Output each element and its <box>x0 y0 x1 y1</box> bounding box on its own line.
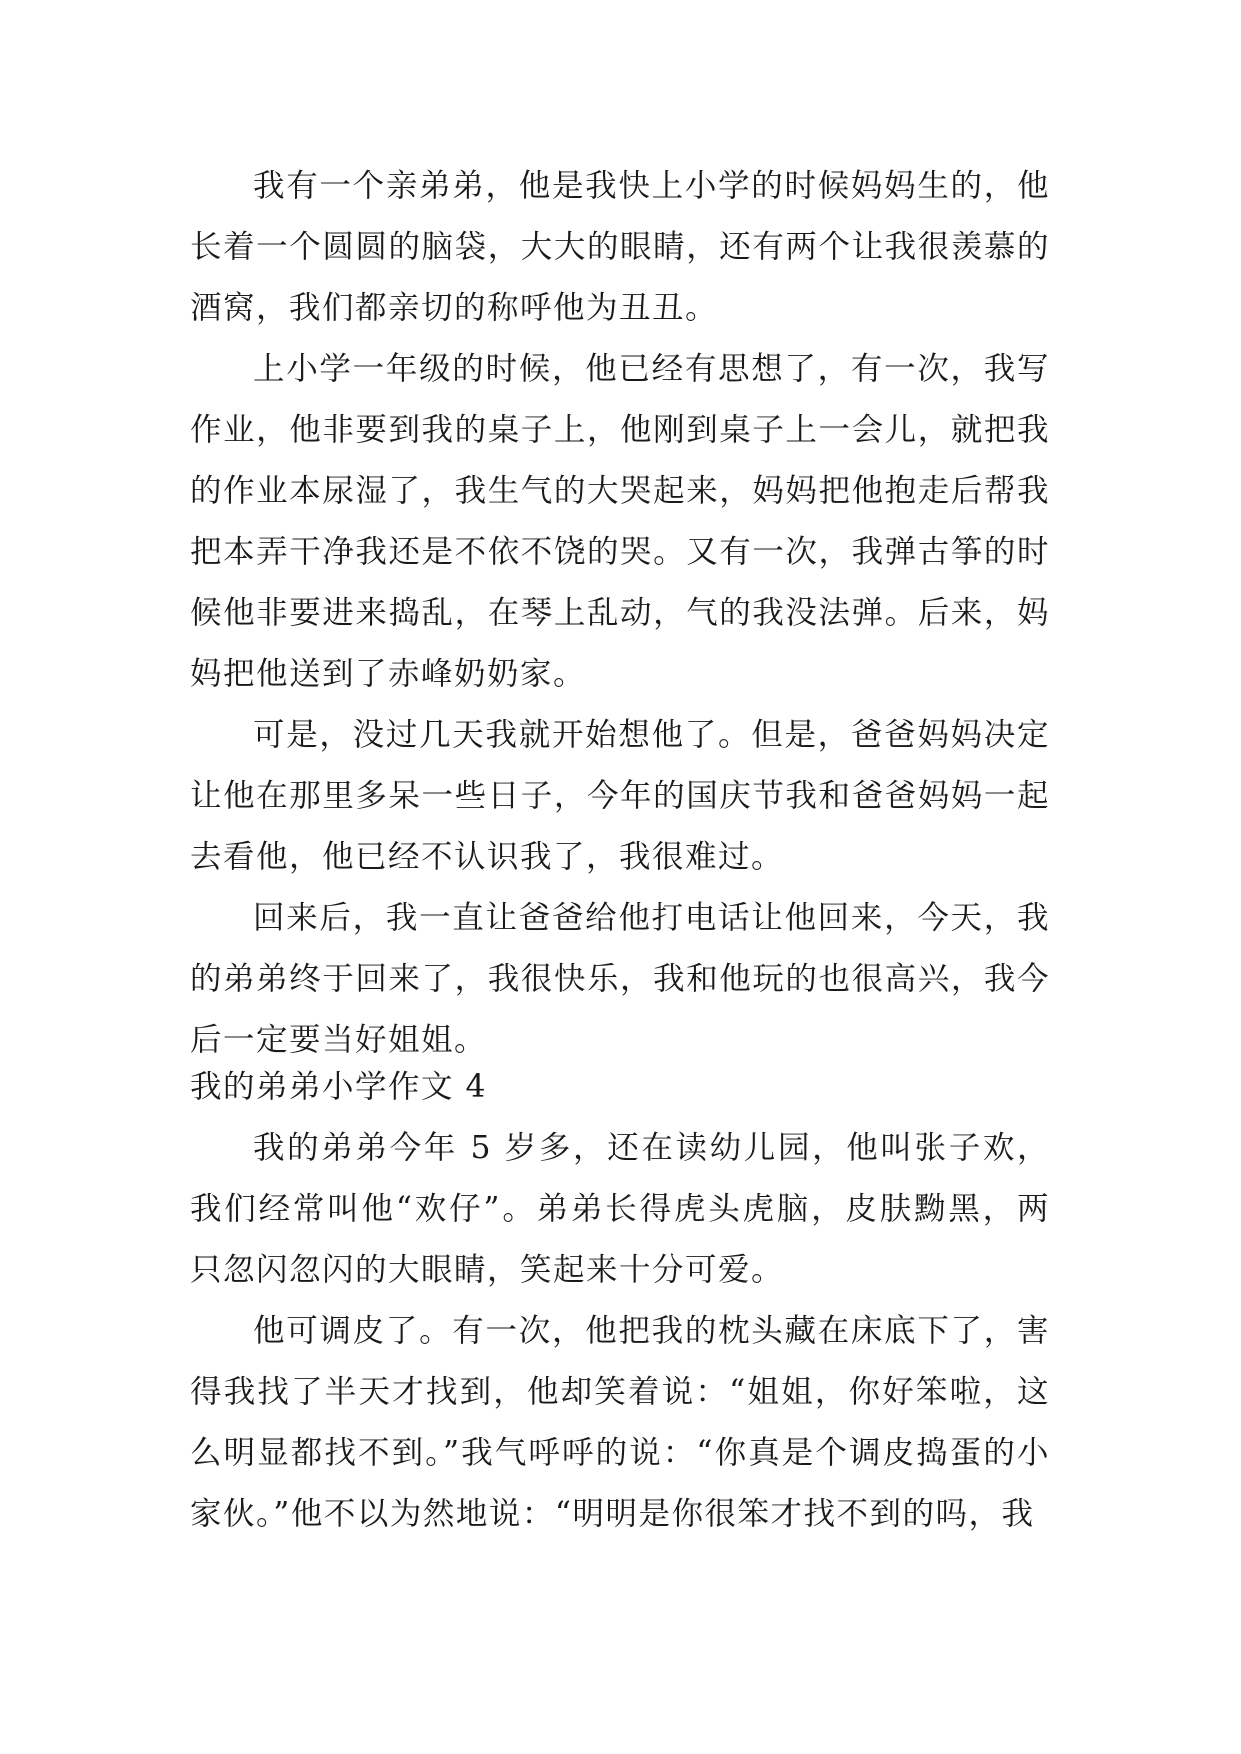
section-heading: 我的弟弟小学作文 4 <box>190 1069 488 1105</box>
paragraph-return: 回来后，我一直让爸爸给他打电话让他回来，今天，我的弟弟终于回来了，我很快乐，我和他玩的也很高兴，我今后一定要当好姐姐。 <box>190 900 1050 1058</box>
essay-section-two <box>190 1057 1050 1545</box>
paragraph-missing-brother: 可是，没过几天我就开始想他了。但是，爸爸妈妈决定让他在那里多呆一些日子，今年的国庆节我和爸爸妈妈一起去看他，他已经不认识我了，我很难过。 <box>190 717 1050 875</box>
paragraph-first-grade: 上小学一年级的时候，他已经有思想了，有一次，我写作业，他非要到我的桌子上，他刚到桌子上一会儿，就把我的作业本尿湿了，我生气的大哭起来，妈妈把他抱走后帮我把本弄干净我还是不依不饶的哭。又有一次，我弹古筝的时候他非要进来捣乱，在琴上乱动，气的我没法弹。后来，妈妈把他送到了赤峰奶奶家。 <box>190 351 1050 692</box>
paragraph-intro: 我有一个亲弟弟，他是我快上小学的时候妈妈生的，他长着一个圆圆的脑袋，大大的眼睛，还有两个让我很羡慕的酒窝，我们都亲切的称呼他为丑丑。 <box>190 168 1050 326</box>
essay-section-one <box>190 156 1050 1071</box>
paragraph-pillow-story: 他可调皮了。有一次，他把我的枕头藏在床底下了，害得我找了半天才找到，他却笑着说：“姐姐，你好笨啦，这么明显都找不到。”我气呼呼的说：“你真是个调皮捣蛋的小家伙。”他不以为然地说：“明明是你很笨才找不到的吗，我 <box>190 1313 1050 1532</box>
paragraph-brother-description: 我的弟弟今年 5 岁多，还在读幼儿园，他叫张子欢，我们经常叫他“欢仔”。弟弟长得虎头虎脑，皮肤黝黑，两只忽闪忽闪的大眼睛，笑起来十分可爱。 <box>190 1130 1050 1288</box>
